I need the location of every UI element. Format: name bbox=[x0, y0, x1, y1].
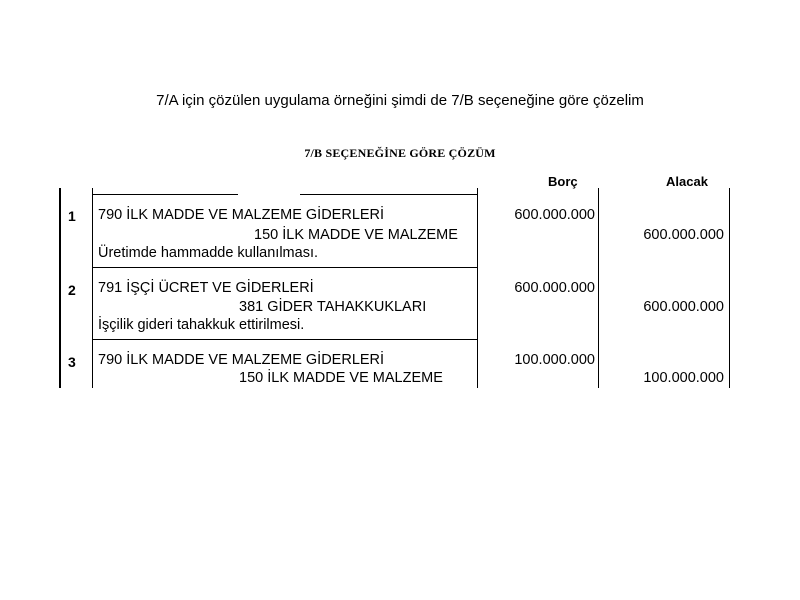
top-rule-right bbox=[300, 194, 477, 195]
debit-amount: 600.000.000 bbox=[514, 207, 595, 223]
credit-account: 150 İLK MADDE VE MALZEME bbox=[254, 227, 458, 243]
debit-column-divider bbox=[598, 188, 599, 388]
credit-amount: 600.000.000 bbox=[643, 299, 724, 315]
credit-column-header: Alacak bbox=[666, 174, 708, 189]
debit-account: 790 İLK MADDE VE MALZEME GİDERLERİ bbox=[98, 207, 385, 223]
credit-column-divider bbox=[729, 188, 730, 388]
credit-account: 381 GİDER TAHAKKUKLARI bbox=[239, 299, 427, 315]
debit-column-header: Borç bbox=[548, 174, 578, 189]
left-border bbox=[59, 188, 61, 388]
entry-separator bbox=[93, 267, 477, 268]
entry-number: 2 bbox=[68, 282, 76, 298]
credit-amount: 600.000.000 bbox=[643, 227, 724, 243]
debit-amount: 100.000.000 bbox=[514, 352, 595, 368]
entry-number: 3 bbox=[68, 354, 76, 370]
top-rule-left bbox=[93, 194, 238, 195]
number-column-divider bbox=[92, 188, 93, 388]
debit-amount: 600.000.000 bbox=[514, 280, 595, 296]
entry-separator bbox=[93, 339, 477, 340]
entry-number: 1 bbox=[68, 208, 76, 224]
credit-amount: 100.000.000 bbox=[643, 370, 724, 386]
entry-description: İşçilik gideri tahakkuk ettirilmesi. bbox=[98, 317, 305, 333]
entry-description: Üretimde hammadde kullanılması. bbox=[98, 245, 319, 261]
intro-text: 7/A için çözülen uygulama örneğini şimdi de 7/B seçeneğine göre çözelim bbox=[156, 92, 644, 109]
credit-account: 150 İLK MADDE VE MALZEME bbox=[239, 370, 443, 386]
debit-account: 790 İLK MADDE VE MALZEME GİDERLERİ bbox=[98, 352, 385, 368]
account-column-divider bbox=[477, 188, 478, 388]
debit-account: 791 İŞÇİ ÜCRET VE GİDERLERİ bbox=[98, 280, 314, 296]
section-title: 7/B SEÇENEĞİNE GÖRE ÇÖZÜM bbox=[304, 146, 496, 160]
